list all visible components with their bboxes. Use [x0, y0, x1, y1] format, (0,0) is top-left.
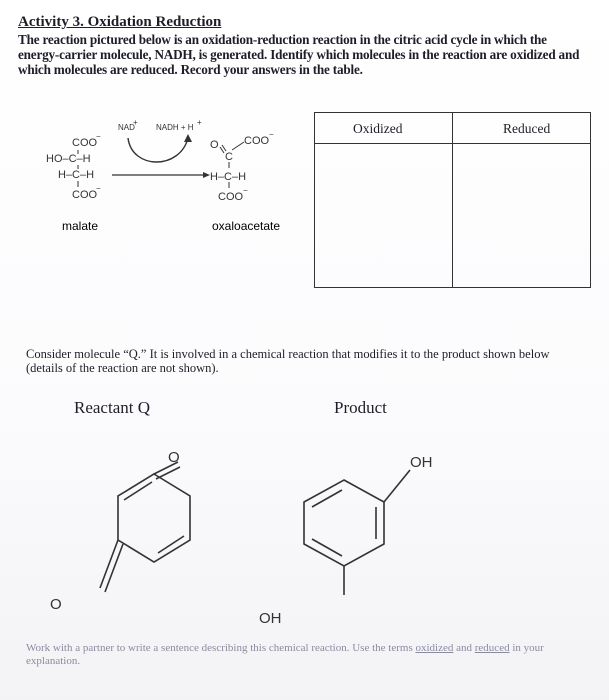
term-oxidized: oxidized — [415, 642, 454, 654]
svg-text:−: − — [243, 186, 248, 195]
oxidized-cell[interactable] — [315, 144, 452, 287]
malate-structure — [46, 132, 101, 201]
arrow-head-icon — [184, 134, 192, 142]
nadh-label: NADH + H — [156, 123, 194, 132]
svg-text:HO–C–H: HO–C–H — [46, 153, 91, 165]
molecule-q-prompt: Consider molecule “Q.” It is involved in a chemical reaction that modifies it to the product shown below (details of the reaction are not shown). — [26, 347, 550, 375]
nad-plus-superscript: + — [133, 118, 138, 127]
reactant-q-label: Reactant Q — [74, 398, 150, 417]
nad-label: NAD — [118, 123, 135, 132]
product-oh-top: OH — [410, 454, 433, 471]
partner-instruction: Work with a partner to write a sentence describing this chemical reaction. Use the terms oxidized and reduced in your explanation. — [26, 642, 544, 667]
activity-instructions: The reaction pictured below is an oxidation-reduction reaction in the citric acid cycle in which the energy-carrier molecule, NADH, is generated. Identify which molecules in the reaction are oxidized and which molecules are reduced. Record your answers in the table. — [18, 32, 580, 77]
reactant-oxygen-top: O — [168, 449, 180, 466]
arrow-head-icon — [203, 172, 210, 178]
svg-text:H–C–H: H–C–H — [58, 169, 95, 181]
svg-text:COO: COO — [244, 135, 270, 147]
svg-text:−: − — [96, 184, 101, 193]
reaction-diagram — [30, 110, 300, 240]
oxaloacetate-caption: oxaloacetate — [212, 219, 281, 233]
svg-text:COO: COO — [218, 191, 244, 203]
svg-text:C: C — [225, 151, 233, 163]
reactant-q-structure — [40, 440, 240, 630]
svg-text:O: O — [210, 139, 219, 151]
oxaloacetate-structure — [210, 130, 274, 203]
activity-title: Activity 3. Oxidation Reduction — [18, 14, 222, 30]
h-plus-superscript: + — [197, 118, 202, 127]
svg-text:COO: COO — [72, 189, 98, 201]
reduced-header: Reduced — [503, 121, 551, 136]
term-reduced: reduced — [474, 642, 510, 654]
cofactor-curve-arrow — [128, 138, 188, 162]
answer-table — [314, 112, 591, 288]
svg-text:H–C–H: H–C–H — [210, 171, 247, 183]
svg-text:−: − — [96, 132, 101, 141]
oxidized-header: Oxidized — [353, 121, 403, 136]
svg-text:−: − — [269, 130, 274, 139]
product-label: Product — [334, 398, 387, 417]
svg-text:COO: COO — [72, 137, 98, 149]
reactant-oxygen-bottom: O — [50, 596, 62, 613]
malate-caption: malate — [62, 219, 99, 233]
reduced-cell[interactable] — [454, 144, 590, 287]
product-structure — [250, 440, 470, 630]
product-oh-bottom: OH — [259, 610, 282, 627]
